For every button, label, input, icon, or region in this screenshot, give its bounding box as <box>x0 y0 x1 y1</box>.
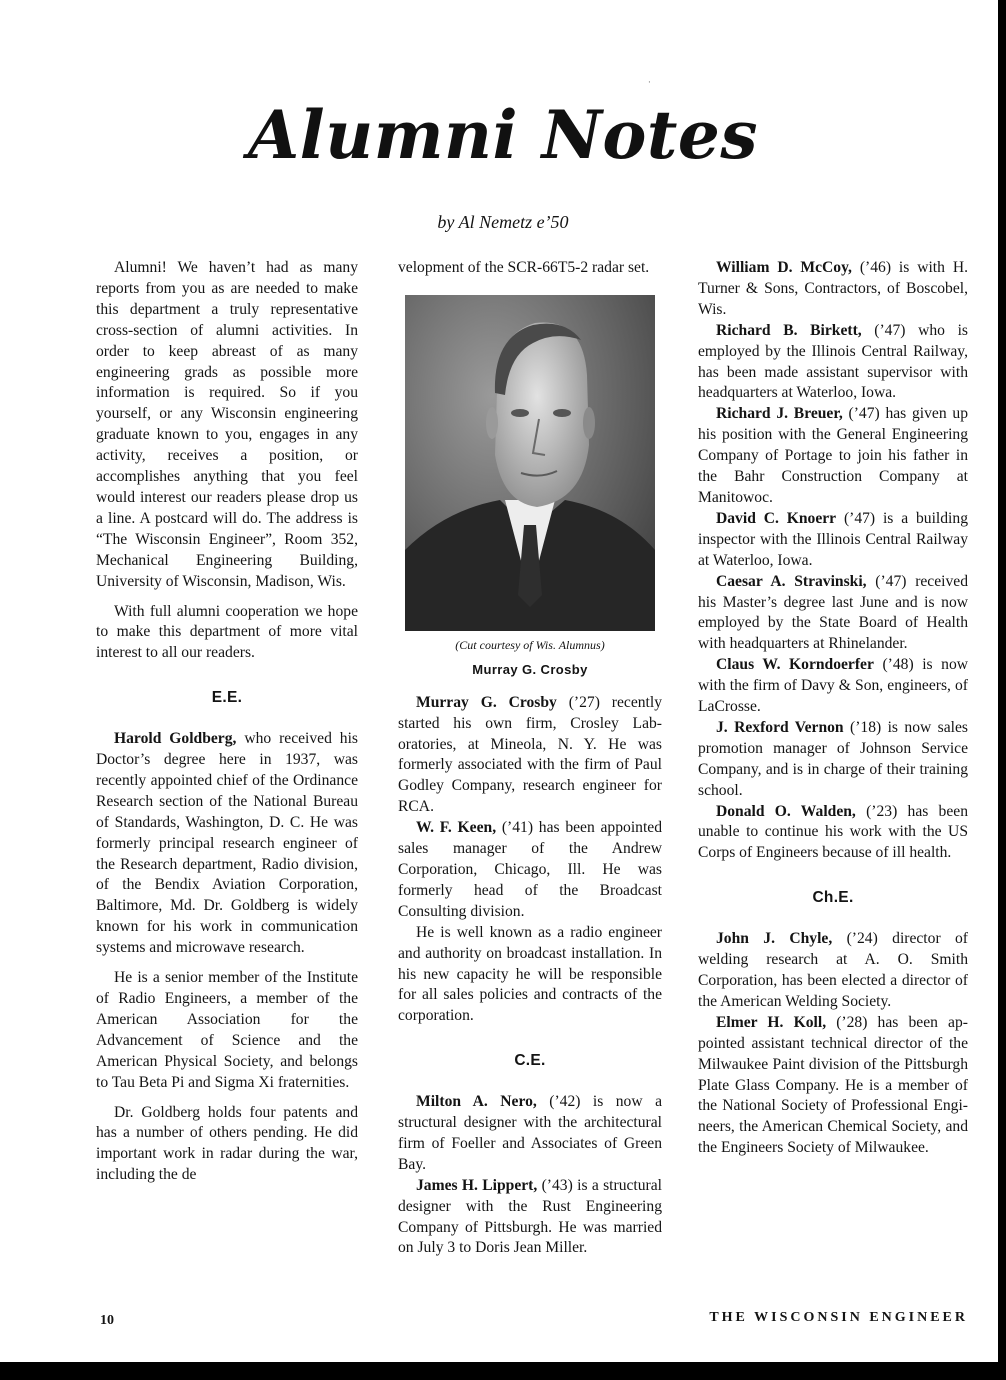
entry-nero <box>398 1092 662 1176</box>
photo-credit: (Cut courtesy of Wis. Alumnus) <box>455 637 605 652</box>
entry-text: (’24) director of welding research at A. O. Smith Corporation, has been elected a director of the American Welding Society. <box>698 930 968 1010</box>
entry-text: (’23) has been unable to continue his work with the US Corps of Engineers because of ill health. <box>698 802 968 862</box>
section-heading-ee: E.E. <box>211 689 243 707</box>
entry-text: (’27) recently started his own firm, Crosley Laboratories, at Mineola, N. Y. He was formerly associated with the firm of Paul Godley Company, research engineer for RCA. <box>398 693 663 816</box>
continued-text: velopment of the SCR-66T5-2 radar set. <box>398 259 650 276</box>
entry-knoerr <box>698 509 968 572</box>
entry-text: (’47) has given up his position with the General Engineering Company of Portage to join his father in the Bahr Construction Company at Manitowoc. <box>698 405 968 506</box>
column-1 <box>96 258 358 1186</box>
entry-lippert <box>398 1176 662 1260</box>
scan-edge-bottom <box>0 1362 1006 1380</box>
section-heading-che: Ch.E. <box>812 889 854 907</box>
entry-mccoy <box>698 258 968 321</box>
alumnus-name: W. F. Keen, <box>416 819 497 837</box>
column-3 <box>698 258 968 1159</box>
entry-birkett <box>698 321 968 405</box>
column-2 <box>398 258 662 1259</box>
entry-text: (’48) is now with the firm of Davy & Son, engineers, of LaCrosse. <box>698 656 969 716</box>
alumnus-name: Murray G. Crosby <box>416 693 557 711</box>
entry-text: (’46) is with H. Turner & Sons, Contractors, of Boscobel, Wis. <box>698 259 968 318</box>
entry-vernon <box>698 718 968 802</box>
entry-text: (’47) who is employed by the Illinois Central Railway, has been made assistant supervisor with headquarters at Waterloo, Iowa. <box>698 321 968 402</box>
entry-text: (’18) is now sales promotion manager of Johnson Service Company, and is in charge of their training school. <box>698 718 968 799</box>
alumnus-name: William D. McCoy, <box>716 259 852 276</box>
journal-name: THE WISCONSIN ENGINEER <box>709 1310 968 1325</box>
entry-goldberg <box>96 729 358 959</box>
intro-paragraph-2: With full alumni cooperation we hope to make this department of more vital interest to all our readers. <box>96 602 358 662</box>
entry-text: (’28) has been appointed assistant technical director of the Milwaukee Paint division of the Pittsburgh Plate Glass Company. He is a member of the National Society of Professional Engineers, the American Chemical Society, and the Engineers Society of Milwaukee. <box>698 1013 968 1157</box>
alumnus-name: Richard J. Breuer, <box>716 405 843 423</box>
entry-text: (’47) is a building inspector with the Illinois Central Railway at Waterloo, Iowa. <box>698 509 968 569</box>
alumnus-name: Elmer H. Koll, <box>716 1013 827 1031</box>
page-number: 10 <box>100 1313 114 1328</box>
entry-text: (’47) received his Master’s degree last June and is now employed by the State Board of Health with headquarters at Rhinelander. <box>698 572 968 653</box>
entry-breuer <box>698 404 968 509</box>
alumnus-name: John J. Chyle, <box>716 930 833 948</box>
alumnus-name: James H. Lippert, <box>416 1176 538 1194</box>
alumnus-name: Richard B. Birkett, <box>716 321 862 339</box>
alumnus-name: Harold Goldberg, <box>114 730 237 748</box>
entry-crosby <box>398 693 662 818</box>
entry-walden <box>698 802 968 865</box>
entry-text: (’42) is now a structural designer with the architectural firm of Foeller and Associates of Green Bay. <box>398 1093 662 1173</box>
goldberg-paragraph-2: He is a senior member of the Institute of Radio Engineers, a member of the American Association for the Advancement of Science and the American Physical Society, and belongs to Tau Beta Pi and Sigma Xi fraternities. <box>96 969 358 1091</box>
alumnus-name: David C. Knoerr <box>716 509 837 527</box>
entry-keen <box>398 818 662 923</box>
scan-edge-right <box>998 0 1006 1380</box>
photo-block <box>398 295 662 681</box>
entry-text: who received his Doctor’s degree here in 1937, was recently appointed chief of the Ordinance Research section of the National Bureau of Standards, Washington, D. C. He was formerly principal research engineer of the Research department, Radio division, of the Bendix Aviation Corporation, Baltimore, Md. Dr. Goldberg is widely known for his work in communication systems and microwave research. <box>96 730 358 957</box>
alumnus-name: Donald O. Walden, <box>716 802 856 820</box>
page-title: Alumni Notes <box>247 96 759 174</box>
alumnus-name: Claus W. Korndoerfer <box>716 656 874 674</box>
entry-text: (’43) is a structural designer with the Rust Engineering Company of Pittsburgh. He was married on July 3 to Doris Jean Miller. <box>398 1176 662 1257</box>
entry-chyle <box>698 929 968 1013</box>
byline: by Al Nemetz e’50 <box>437 212 569 232</box>
goldberg-paragraph-3: Dr. Goldberg holds four patents and has a number of others pending. He did important work in radar during the war, including the de <box>96 1103 358 1184</box>
alumnus-name: Caesar A. Stravinski, <box>716 572 867 590</box>
entry-koll <box>698 1013 968 1159</box>
alumnus-name: J. Rexford Vernon <box>716 718 844 736</box>
intro-paragraph: Alumni! We haven’t had as many reports from you as are needed to make this department a truly representative cross-section of alumni activities. In order to keep abreast of as many engineering grads as possible more information is required. So if you yourself, or any Wisconsin engineering graduate known to you, engages in any activity, receives a position, or accomplishes anything that you feel would interest our readers please drop us a line. A postcard will do. The address is “The Wisconsin Engineer”, Room 352, Mechanical Engineering Building, University of Wisconsin, Madison, Wis. <box>96 259 358 590</box>
keen-paragraph-2: He is well known as a radio engineer and authority on broadcast installation. In his new capacity he will be responsible for all sales policies and contracts of the corporation. <box>398 923 662 1025</box>
portrait-photo <box>405 295 655 631</box>
photo-caption: Murray G. Crosby <box>472 661 588 677</box>
entry-stravinski <box>698 572 968 656</box>
entry-text: (’41) has been appointed sales manager of the Andrew Corporation, Chicago, Ill. He was formerly head of the Broadcast Consulting division. <box>398 819 662 920</box>
alumnus-name: Milton A. Nero, <box>416 1093 537 1111</box>
scan-speck: · <box>648 78 651 88</box>
entry-korndoerfer <box>698 655 968 718</box>
section-heading-ce: C.E. <box>514 1052 546 1070</box>
